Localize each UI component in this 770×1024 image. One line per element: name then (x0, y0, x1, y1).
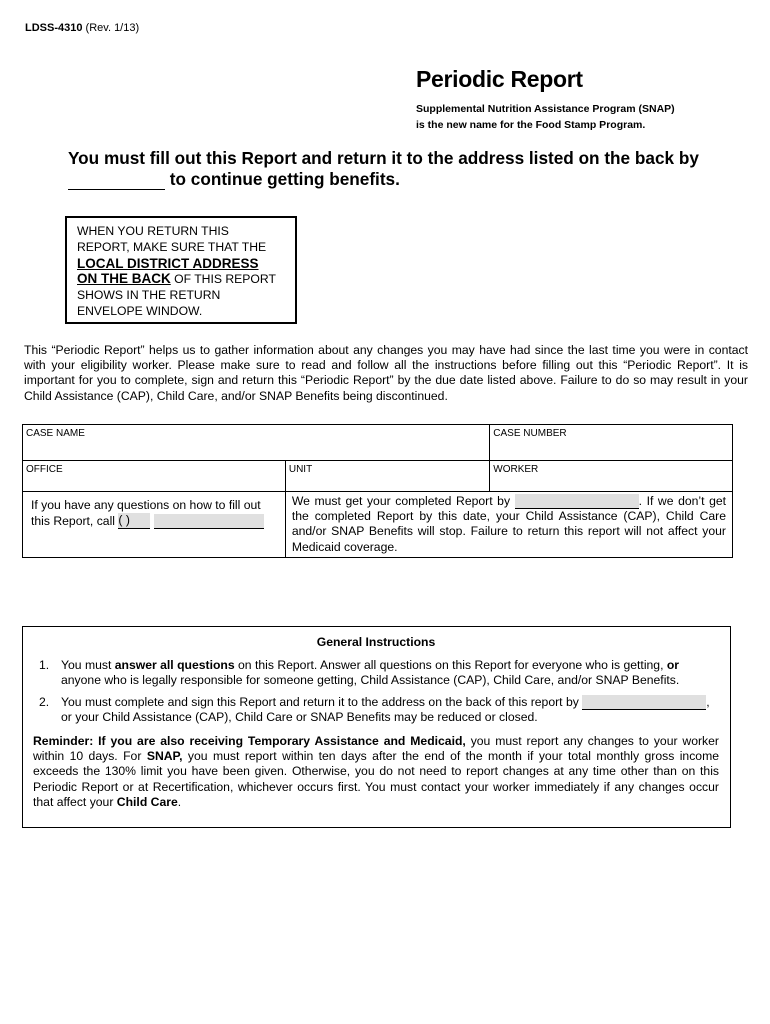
instruction-text (61, 695, 719, 725)
text-run-bold: Child Care (116, 794, 178, 809)
text-run: anyone who is legally responsible for someone getting, Child Assistance (CAP), Child Care, and/or SNAP Benefits. (61, 673, 680, 688)
phone-prefix: ( ) (118, 513, 130, 527)
return-by-date-field[interactable] (582, 695, 706, 710)
text-run: You must complete and sign this Report and return it to the address on the back of this report by (61, 694, 579, 709)
item-number: 1. (39, 658, 50, 673)
text-run: you must report any changes to your worker within 10 days. For (33, 734, 719, 764)
office-label: OFFICE (26, 464, 63, 475)
due-text-part-1: We must get your completed Report by (291, 494, 511, 508)
due-text-part-2: . If we don’t get the completed Report by this date, your Child Assistance (CAP), Child Care and/or SNAP Benefits will stop. Failure to return this report will not affect your Medicaid coverage. (291, 494, 727, 554)
general-instructions-box (22, 626, 731, 828)
worker-field[interactable] (490, 461, 733, 492)
return-address-notice (65, 216, 297, 324)
case-name-field[interactable] (23, 425, 490, 461)
phone-number-field[interactable] (154, 514, 264, 529)
subtitle-line-2: is the new name for the Food Stamp Program. (416, 119, 646, 131)
text-run-bold: SNAP, (146, 749, 183, 764)
notice-emphasis: ON THE BACK (77, 271, 171, 287)
reminder-label: Reminder: If you are also receiving Temporary Assistance and Medicaid, (33, 734, 466, 749)
reminder-paragraph (33, 734, 719, 810)
form-revision: (Rev. 1/13) (85, 22, 140, 34)
form-identifier (25, 22, 139, 34)
text-run: . (177, 794, 182, 809)
due-date-cell (285, 492, 732, 558)
instructions-heading: General Instructions (316, 635, 436, 649)
questions-contact-cell (23, 492, 286, 558)
instruction-text (61, 658, 719, 688)
text-run: you must report within ten days after the end of the month if your total monthly gross income exceeds the 130% limit you have been given. Otherwise, you do not need to report changes at any time other than on this Periodic Report or at Recertification, whichever occurs first. You must contact your worker immediately if any changes occur that affect your (33, 749, 720, 809)
notice-line: REPORT, MAKE SURE THAT THE (77, 239, 267, 254)
instruction-item-1 (33, 658, 719, 688)
deadline-date-field[interactable] (68, 171, 165, 190)
subtitle-line-1: Supplemental Nutrition Assistance Program (SNAP) (416, 103, 675, 115)
text-run: or your Child Assistance (CAP), Child Care or SNAP Benefits may be reduced or closed. (61, 709, 538, 724)
office-field[interactable] (23, 461, 286, 492)
text-run-bold: or (666, 658, 680, 673)
text-run-bold: answer all questions (114, 658, 235, 673)
case-info-table (22, 424, 733, 558)
notice-line: WHEN YOU RETURN THIS (77, 224, 229, 238)
page-title: Periodic Report (416, 66, 583, 92)
worker-label: WORKER (493, 464, 539, 475)
case-number-label: CASE NUMBER (493, 428, 567, 439)
notice-line: SHOWS IN THE RETURN (77, 288, 221, 303)
notice-emphasis: LOCAL DISTRICT ADDRESS (77, 255, 259, 271)
text-run: , (706, 694, 710, 709)
questions-text: If you have any questions on how to fill out this Report, call (31, 498, 261, 528)
text-run: You must (61, 658, 115, 673)
due-date-field[interactable] (515, 494, 639, 509)
headline-part-2: to continue getting benefits. (169, 169, 400, 189)
item-number: 2. (39, 694, 50, 709)
program-subtitle (416, 101, 746, 133)
unit-field[interactable] (285, 461, 489, 492)
return-deadline-headline (68, 148, 748, 190)
notice-line: ENVELOPE WINDOW. (77, 303, 203, 318)
instruction-item-2 (33, 695, 719, 725)
intro-paragraph: This “Periodic Report” helps us to gather information about any changes you may have had since the last time you were in contact with your eligibility worker. Please make sure to read and follow all the instructions before filling out this “Periodic Report”. It is important for you to complete, sign and return this “Periodic Report” by the due date listed above. Failure to do so may result in your Child Assistance (CAP), Child Care, and/or SNAP Benefits being discontinued. (24, 343, 748, 403)
unit-label: UNIT (288, 464, 313, 475)
notice-line: OF THIS REPORT (170, 272, 276, 287)
case-number-field[interactable] (490, 425, 733, 461)
phone-area-code-field[interactable] (118, 513, 150, 529)
text-run: on this Report. Answer all questions on this Report for everyone who is getting, (234, 658, 667, 673)
case-name-label: CASE NAME (26, 428, 85, 439)
headline-part-1: You must fill out this Report and return it to the address listed on the back by (68, 148, 699, 168)
form-number: LDSS-4310 (25, 22, 83, 34)
